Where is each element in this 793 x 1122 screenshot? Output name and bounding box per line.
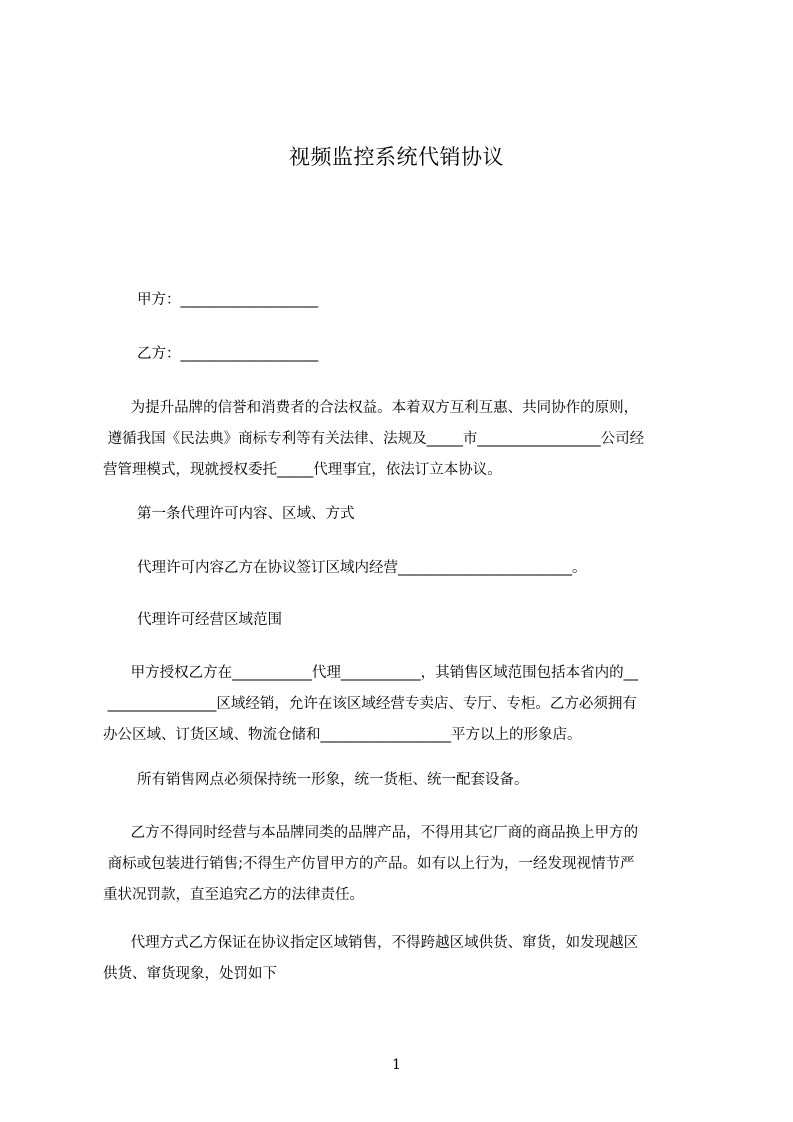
party-b-line: 乙方：___________________ xyxy=(137,346,319,362)
area-paragraph: 甲方授权乙方在___________代理___________，其销售区域范围包括本省内的__ _______________区域经销，允许在该区域经营专卖店、专厅、专柜。乙方必须拥有 办公区域、订货区域、物流仓储和__________________平方以上的形象店。 xyxy=(103,665,639,743)
party-a-line: 甲方：___________________ xyxy=(137,292,319,308)
agency-method-paragraph: 代理方式乙方保证在协议指定区域销售，不得跨越区域供货、窜货，如发现越区 供货、窜货现象，处罚如下 xyxy=(103,935,639,982)
license-content-line: 代理许可内容乙方在协议签订区域内经营________________________。 xyxy=(137,560,587,576)
document-title: 视频监控系统代销协议 xyxy=(289,145,504,169)
intro-paragraph: 为提升品牌的信誉和消费者的合法权益。本着双方互利互惠、共同协作的原则， 遵循我国《民法典》商标专利等有关法律、法规及_____市_________________公司经 营管理模式，现就授权委托_____代理事宜，依法订立本协议。 xyxy=(103,400,645,478)
article1-heading: 第一条代理许可内容、区域、方式 xyxy=(137,506,355,522)
prohibition-paragraph: 乙方不得同时经营与本品牌同类的品牌产品，不得用其它厂商的商品换上甲方的 商标或包装进行销售;不得生产仿冒甲方的产品。如有以上行为，一经发现视情节严 重状况罚款，直至追究乙方的法律责任。 xyxy=(103,825,639,903)
license-area-heading: 代理许可经营区域范围 xyxy=(137,612,282,628)
page-number: 1 xyxy=(392,1057,401,1073)
uniform-outlets-line: 所有销售网点必须保持统一形象，统一货柜、统一配套设备。 xyxy=(137,772,529,788)
